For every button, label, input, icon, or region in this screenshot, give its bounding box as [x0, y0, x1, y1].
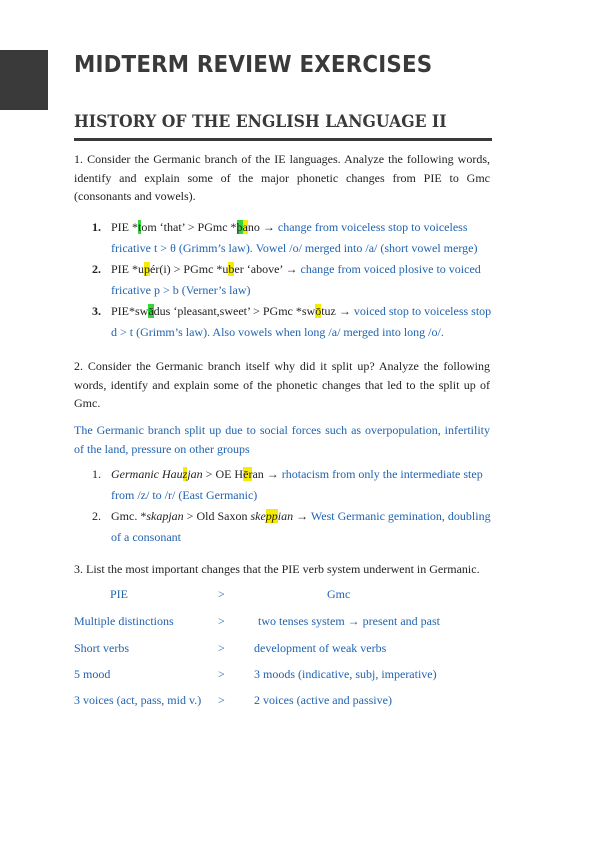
row-arrow: >: [218, 693, 225, 707]
item-text: [111, 464, 492, 506]
row-arrow: >: [218, 667, 225, 681]
row-arrow: >: [218, 614, 225, 628]
row-left: Multiple distinctions: [74, 614, 174, 628]
item-number: 1.: [92, 467, 101, 481]
row-right: Gmc: [327, 587, 351, 601]
item-text: [111, 301, 492, 343]
highlight-o-long: ō: [315, 304, 322, 318]
row-left: 3 voices (act, pass, mid v.): [74, 693, 202, 707]
answer-text: change from voiceless stop to voiceless fricative t > θ (Grimm’s law). Vowel /o/ merged into /a/ (short vowel merge): [111, 220, 478, 255]
question-1-prompt: 1. Consider the Germanic branch of the IE languages. Analyze the following words, identify and explain some of the major phonetic changes from PIE to Gmc (consonants and vowels).: [74, 152, 490, 203]
highlight-z: z: [182, 467, 188, 481]
highlight-b: b: [228, 262, 235, 276]
text-part: no →: [247, 220, 278, 234]
row-arrow: >: [218, 587, 225, 601]
item-number: 2.: [92, 509, 101, 523]
highlight-e: ē: [243, 467, 249, 481]
row-right: 2 voices (active and passive): [254, 693, 392, 707]
highlight-thorn: þ: [236, 220, 243, 234]
item-number: 3.: [92, 304, 101, 318]
row-left: Short verbs: [74, 641, 129, 655]
text-part: ian: [277, 509, 294, 523]
highlight-p: p: [144, 262, 150, 276]
text-part: o: [141, 220, 148, 234]
text-part: Gmc. *: [111, 509, 147, 523]
answer-text: rhotacism from only the intermediate step from /z/ to /r/ (East Germanic): [111, 467, 483, 502]
text-part: jan: [187, 467, 203, 481]
text-part: ér(i) > PGmc *u: [150, 262, 229, 276]
text-part: PIE *: [111, 220, 138, 234]
row-right: development of weak verbs: [254, 641, 387, 655]
question-3-prompt: 3. List the most important changes that the PIE verb system underwent in Germanic.: [74, 562, 480, 576]
row-left: PIE: [110, 587, 128, 601]
answer-text: West Germanic gemination, doubling of a consonant: [111, 509, 491, 544]
document-subtitle: HISTORY OF THE ENGLISH LANGUAGE II: [74, 112, 447, 132]
answer-text: voiced stop to voiceless stop d > t (Grimm’s law). Also vowels when long /a/ merged into long /o/.: [111, 304, 492, 339]
item-number: 1.: [92, 220, 101, 234]
highlight-a-long: ā: [148, 304, 154, 318]
item-text: [111, 217, 492, 259]
text-part: er ‘above’ →: [234, 262, 301, 276]
row-right: 3 moods (indicative, subj, imperative): [254, 667, 437, 681]
row-left: 5 mood: [74, 667, 111, 681]
row-right: two tenses system → present and past: [258, 614, 440, 628]
text-part: an →: [252, 467, 282, 481]
text-part: PIE *u: [111, 262, 144, 276]
item-number: 2.: [92, 262, 101, 276]
heading-rule: [74, 138, 492, 141]
question-2-prompt: 2. Consider the Germanic branch itself why did it split up? Analyze the following words, identify and explain some of the phonetic changes that led to the split up of Gmc.: [74, 359, 490, 410]
item-text: [111, 259, 492, 301]
row-arrow: >: [218, 641, 225, 655]
highlight-t: t: [138, 220, 142, 234]
question-2-answer: The Germanic branch split up due to social forces such as overpopulation, infertility of the land, pressure on other groups: [74, 423, 490, 456]
document-title: MIDTERM REVIEW EXERCISES: [74, 52, 433, 78]
highlight-a: a: [242, 220, 248, 234]
answer-text: change from voiced plosive to voiced fricative p > b (Verner’s law): [111, 262, 481, 297]
text-part: m ‘that’ > PGmc *: [147, 220, 237, 234]
text-part: > Old Saxon: [183, 509, 251, 523]
text-part: > OE H: [202, 467, 244, 481]
page-tab-marker: [0, 50, 48, 110]
text-part: PIE*sw: [111, 304, 149, 318]
text-part: →: [293, 509, 311, 523]
text-part: skapjan: [146, 509, 184, 523]
item-text: [111, 506, 492, 548]
text-part: tuz →: [321, 304, 354, 318]
text-part: dus ‘pleasant,sweet’ > PGmc *sw: [153, 304, 316, 318]
text-part: ske: [250, 509, 266, 523]
highlight-r: r: [248, 467, 253, 481]
highlight-pp: pp: [265, 509, 278, 523]
text-part: Germanic Hau: [111, 467, 183, 481]
